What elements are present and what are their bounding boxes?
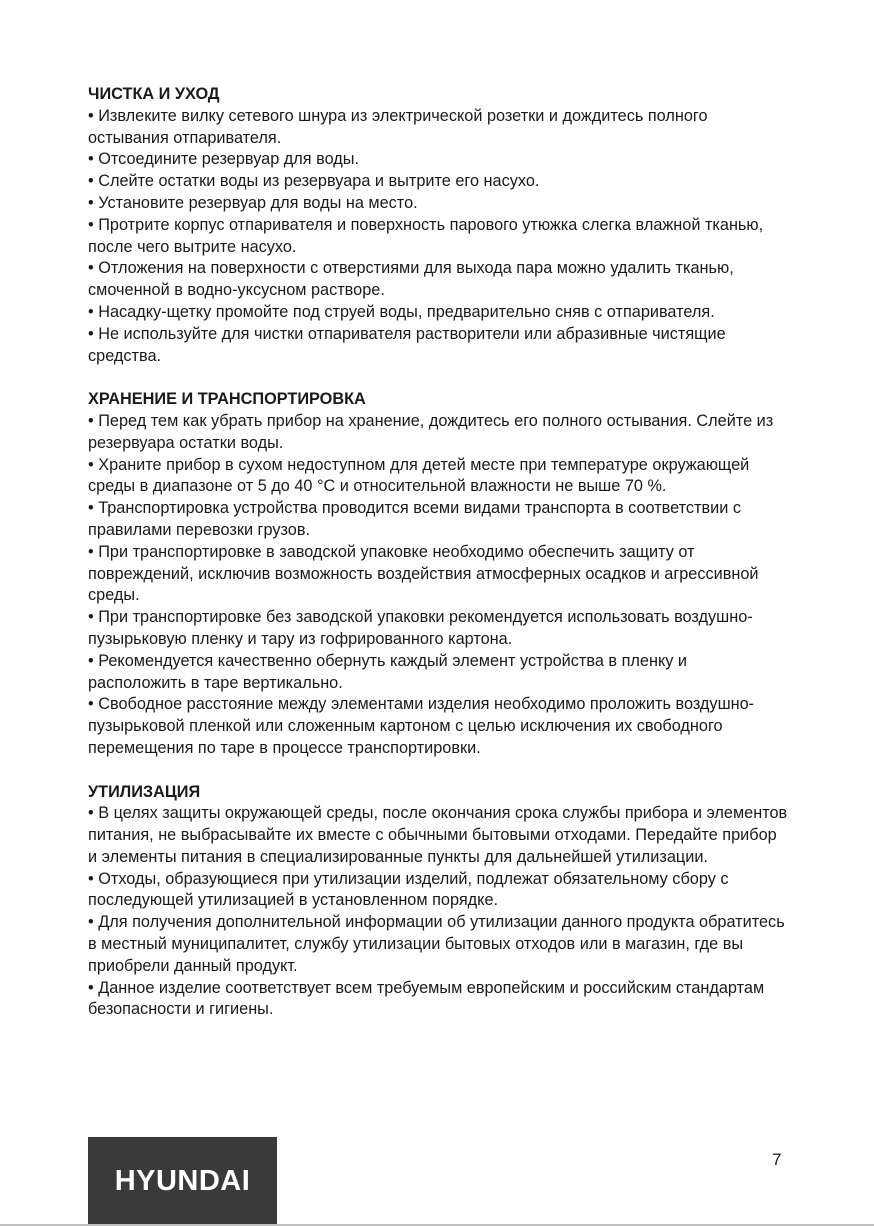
care-paragraph: • Отложения на поверхности с отверстиями для выхода пара можно удалить тканью, смоченной в водно-уксусном растворе. <box>88 259 734 300</box>
disposal-paragraph: • Отходы, образующиеся при утилизации изделий, подлежат обязательному сбору с последующей утилизацией в установленном порядке. <box>88 869 729 910</box>
section-storage <box>88 389 788 760</box>
storage-paragraph: • Свободное расстояние между элементами изделия необходимо проложить воздушно-пузырьковой пленкой или сложенным картоном с целью исключения их свободного перемещения по таре в процессе транспортировки. <box>88 695 755 757</box>
care-paragraph: • Отсоедините резервуар для воды. <box>88 150 360 169</box>
storage-paragraph: • Рекомендуется качественно обернуть каждый элемент устройства в пленку и расположить в таре вертикально. <box>88 651 688 692</box>
storage-paragraph: • При транспортировке в заводской упаковке необходимо обеспечить защиту от повреждений, исключив возможность воздействия атмосферных осадков и агрессивной среды. <box>88 542 759 605</box>
page-number: 7 <box>772 1150 782 1169</box>
care-paragraph: • Протрите корпус отпаривателя и поверхность парового утюжка слегка влажной тканью, после чего вытрите насухо. <box>88 215 764 256</box>
care-paragraph: • Извлеките вилку сетевого шнура из электрической розетки и дождитесь полного остывания отпаривателя. <box>88 106 708 147</box>
section-care <box>88 84 788 367</box>
disposal-paragraph: • Данное изделие соответствует всем требуемым европейским и российским стандартам безопасности и гигиены. <box>88 978 765 1019</box>
section-title-disposal: УТИЛИЗАЦИЯ <box>88 782 201 801</box>
storage-paragraph: • Перед тем как убрать прибор на хранение, дождитесь его полного остывания. Слейте из резервуара остатки воды. <box>88 411 774 452</box>
storage-paragraph: • Храните прибор в сухом недоступном для детей месте при температуре окружающей среды в диапазоне от 5 до 40 °С и относительной влажности не выше 70 %. <box>88 455 750 496</box>
storage-paragraph: • Транспортировка устройства проводится всеми видами транспорта в соответствии с правилами перевозки грузов. <box>88 499 742 539</box>
hyundai-logo: HYUNDAI <box>88 1137 277 1226</box>
section-title-storage: ХРАНЕНИЕ И ТРАНСПОРТИРОВКА <box>88 390 366 409</box>
section-disposal <box>88 782 788 1022</box>
care-paragraph: • Слейте остатки воды из резервуара и вытрите его насухо. <box>88 172 540 191</box>
care-paragraph: • Установите резервуар для воды на место. <box>88 193 418 212</box>
disposal-paragraph: • В целях защиты окружающей среды, после окончания срока службы прибора и элементов питания, не выбрасывайте их вместе с обычными бытовыми отходами. Передайте прибор и элементы питания в специализированные пункты для дальнейшей утилизации. <box>88 804 788 866</box>
storage-paragraph: • При транспортировке без заводской упаковки рекомендуется использовать воздушно-пузырьковую пленку и тару из гофрированного картона. <box>88 608 753 648</box>
page-content <box>88 84 788 1043</box>
section-title-care: ЧИСТКА И УХОД <box>88 85 220 103</box>
care-paragraph: • Насадку-щетку промойте под струей воды, предварительно сняв с отпаривателя. <box>88 302 715 321</box>
care-paragraph: • Не используйте для чистки отпаривателя растворители или абразивные чистящие средства. <box>88 324 726 365</box>
disposal-paragraph: • Для получения дополнительной информации об утилизации данного продукта обратитесь в местный муниципалитет, службу утилизации бытовых отходов или в магазин, где вы приобрели данный продукт. <box>88 913 785 975</box>
